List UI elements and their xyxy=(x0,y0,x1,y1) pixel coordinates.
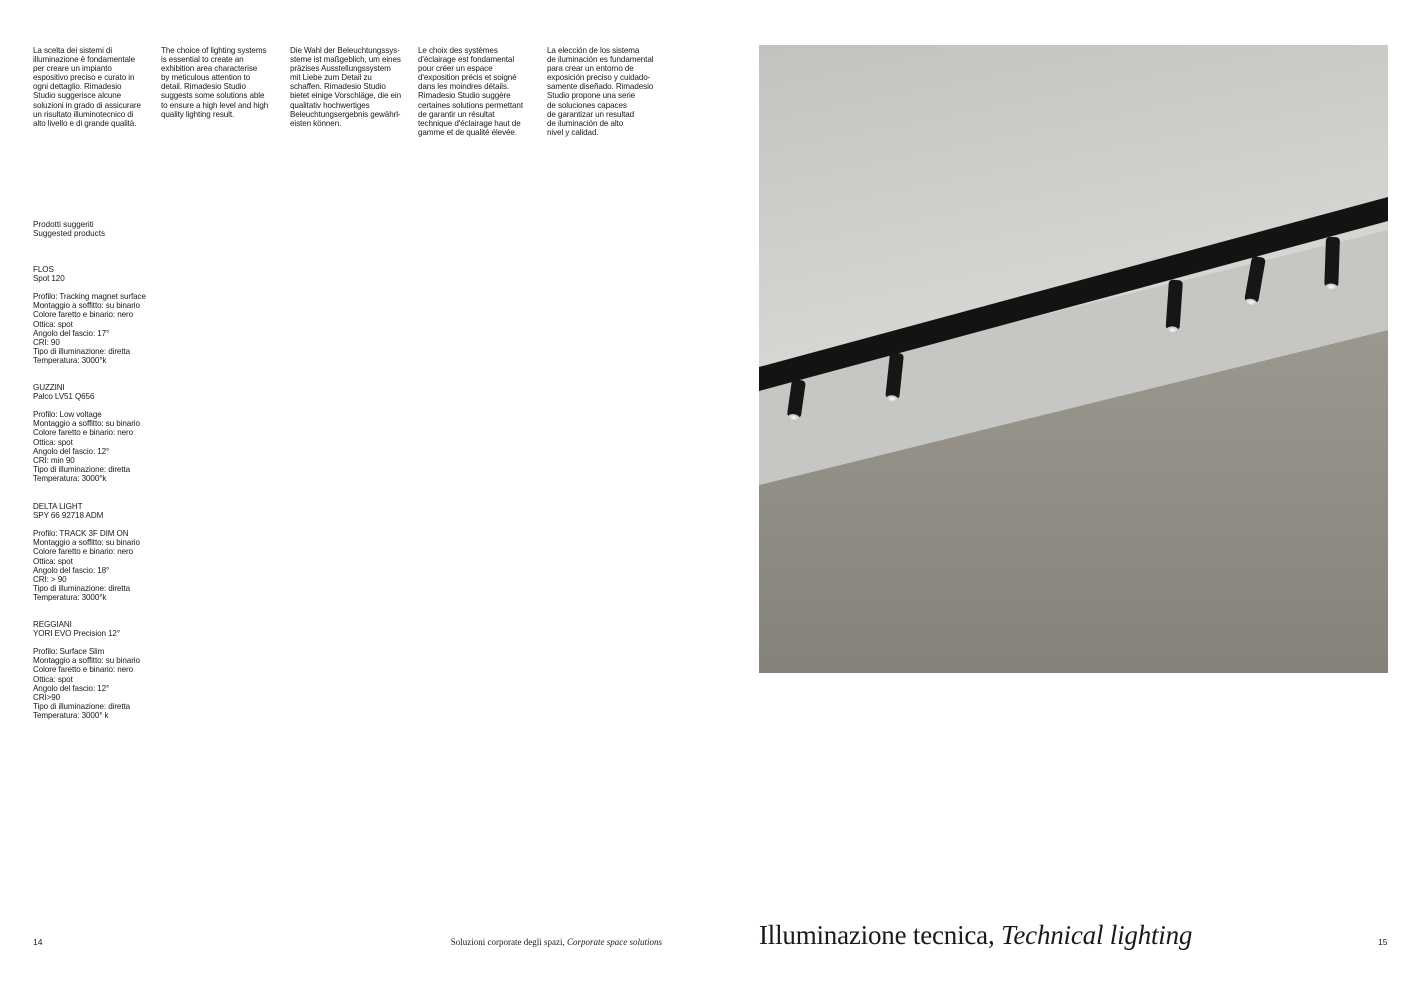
spec-line: Colore faretto e binario: nero xyxy=(33,310,134,320)
spec-line: Temperatura: 3000°k xyxy=(33,355,107,365)
section-title xyxy=(759,920,1192,951)
product-brand: REGGIANI xyxy=(33,620,72,629)
intro-text-italian: La scelta dei sistemi di illuminazione è fondamentale per creare un impianto espositivo preciso e curato in ogni dettaglio. Rimadesio Studio suggerisce alcune soluzioni in grado di assicurare un risultato illuminotecnico di alto livello e di grande qualità. xyxy=(33,46,141,128)
spec-line: Montaggio a soffitto: su binario xyxy=(33,538,140,548)
product-block-flos xyxy=(33,265,158,365)
spec-line: Tipo di illuminazione: diretta xyxy=(33,464,131,474)
product-specs xyxy=(33,529,158,602)
spec-line: Temperatura: 3000° k xyxy=(33,710,109,720)
suggested-products-label-it: Prodotti suggeriti xyxy=(33,220,94,229)
product-brand: GUZZINI xyxy=(33,383,65,392)
page-number-right: 15 xyxy=(1378,937,1388,947)
spec-line: Montaggio a soffitto: su binario xyxy=(33,656,140,666)
spec-line: Profilo: Surface Slim xyxy=(33,647,105,657)
running-head-regular: Soluzioni corporate degli spazi, xyxy=(450,937,567,947)
product-model: Spot 120 xyxy=(33,274,65,284)
spec-line: Angolo del fascio: 17° xyxy=(33,328,110,338)
track-lighting-photo xyxy=(759,45,1388,673)
intro-text-german: Die Wahl der Beleuchtungssys- steme ist maßgeblich, um eines präzises Ausstellungssystem mit Liebe zum Detail zu schaffen. Rimadesio Studio bietet einige Vorschläge, die ein qualitativ hochwertiges Beleuchtungsergebnis gewährl- eisten können. xyxy=(290,46,401,128)
running-head-italic: Corporate space solutions xyxy=(566,937,662,947)
product-model: SPY 66 92718 ADM xyxy=(33,511,104,521)
product-block-reggiani xyxy=(33,620,158,720)
spec-line: Angolo del fascio: 12° xyxy=(33,446,110,456)
product-brand: FLOS xyxy=(33,265,54,274)
spec-line: Profilo: Tracking magnet surface xyxy=(33,292,146,302)
section-title-regular: Illuminazione tecnica, xyxy=(759,920,1002,950)
product-specs xyxy=(33,647,158,720)
spec-line: Montaggio a soffitto: su binario xyxy=(33,301,140,311)
product-model: Palco LV51 Q656 xyxy=(33,392,95,402)
running-head xyxy=(451,937,662,947)
product-model: YORI EVO Precision 12° xyxy=(33,629,120,639)
spec-line: Profilo: TRACK 3F DIM ON xyxy=(33,529,129,539)
spec-line: Colore faretto e binario: nero xyxy=(33,547,134,557)
section-title-italic: Technical lighting xyxy=(1001,920,1193,950)
spec-line: Temperatura: 3000°k xyxy=(33,592,107,602)
spec-line: Ottica: spot xyxy=(33,319,73,329)
intro-text-english: The choice of lighting systems is essential to create an exhibition area characterise by meticulous attention to detail. Rimadesio Studio suggests some solutions able to ensure a high level and high quality lighting result. xyxy=(161,46,269,119)
spec-line: Angolo del fascio: 12° xyxy=(33,683,110,693)
intro-text-spanish: La elección de los sistema de iluminación es fundamental para crear un entorno de exposición preciso y cuidado- samente diseñado. Rimadesio Studio propone una serie de soluciones capaces de garantizar un resultad de iluminación de alto nivel y calidad. xyxy=(547,46,654,137)
spec-line: Colore faretto e binario: nero xyxy=(33,665,134,675)
spec-line: CRI: min 90 xyxy=(33,455,75,465)
spec-line: CRI: > 90 xyxy=(33,574,67,584)
intro-text-french: Le choix des systèmes d'éclairage est fondamental pour créer un espace d'exposition précis et soigné dans les moindres détails. Rimadesio Studio suggère certaines solutions permettant de garantir un résultat technique d'éclairage haut de gamme et de qualité élevée. xyxy=(418,46,523,137)
spec-line: Ottica: spot xyxy=(33,674,73,684)
suggested-products-label-en: Suggested products xyxy=(33,229,105,239)
product-block-delta-light xyxy=(33,502,158,602)
spec-line: CRI: 90 xyxy=(33,337,60,347)
spec-line: Ottica: spot xyxy=(33,556,73,566)
spec-line: Colore faretto e binario: nero xyxy=(33,428,134,438)
product-specs xyxy=(33,410,158,483)
product-specs xyxy=(33,292,158,365)
product-block-guzzini xyxy=(33,383,158,483)
spec-line: Temperatura: 3000°k xyxy=(33,473,107,483)
spec-line: Ottica: spot xyxy=(33,437,73,447)
spec-line: Tipo di illuminazione: diretta xyxy=(33,583,131,593)
spec-line: Angolo del fascio: 18° xyxy=(33,565,110,575)
suggested-products-heading xyxy=(33,220,105,238)
page-number-left: 14 xyxy=(33,937,43,947)
spec-line: Tipo di illuminazione: diretta xyxy=(33,346,131,356)
spec-line: Tipo di illuminazione: diretta xyxy=(33,701,131,711)
product-brand: DELTA LIGHT xyxy=(33,502,83,511)
spec-line: CRI>90 xyxy=(33,692,61,702)
spec-line: Montaggio a soffitto: su binario xyxy=(33,419,140,429)
spec-line: Profilo: Low voltage xyxy=(33,410,102,420)
